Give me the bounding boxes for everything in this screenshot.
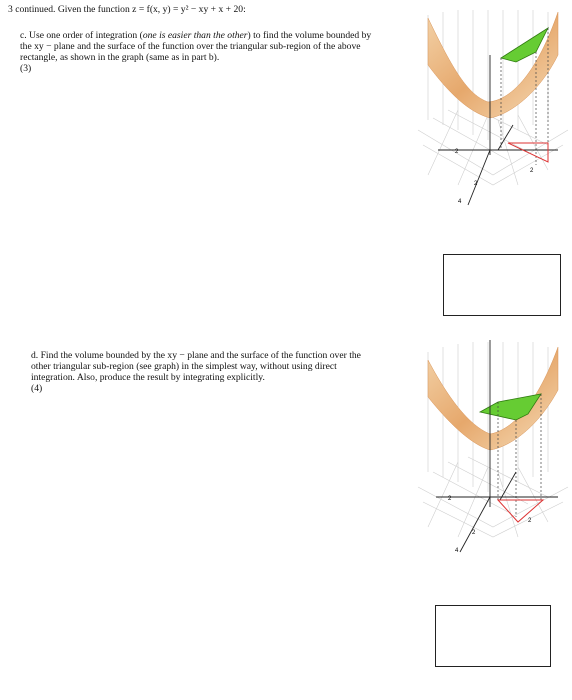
part-c-text-before: c. Use one order of integration (: [20, 30, 143, 41]
triangle-region: [498, 500, 543, 522]
part-d-marks: (4): [31, 383, 43, 394]
tick-label-bottom: 2: [472, 530, 476, 536]
intro-text: 3 continued. Given the function z = f(x, y) = y² − xy + x + 20:: [8, 4, 246, 15]
part-c-text-after: ) to find the volume bounded by the xy − plane and the surface of the function over the triangular sub-region of the above rectangle, as shown in the graph (same as in part b).: [20, 30, 372, 63]
tick-label-bottom: 2: [474, 181, 478, 187]
answer-box-d[interactable]: [435, 605, 551, 667]
tick-label-left: 2: [448, 496, 452, 502]
tick-label-right: 2: [530, 168, 534, 174]
surface-shape: [428, 12, 558, 118]
part-d-question: d. Find the volume bounded by the xy − plane and the surface of the function over the other triangular sub-region (see graph) in the simplest way, without using direct integration. Also, produce the result by integrating explicitly.: [31, 350, 361, 383]
part-c-marks: (3): [20, 63, 32, 74]
surface-graph-d: [398, 322, 572, 557]
tick-label-far: 4: [455, 548, 459, 554]
surface-graph-c: [398, 0, 572, 210]
tick-label-right: 2: [528, 518, 532, 524]
tick-label-left: 2: [455, 149, 459, 155]
part-d-block: [31, 350, 381, 394]
part-c-block: [20, 30, 385, 74]
grid-lines: [418, 10, 568, 185]
answer-box-c[interactable]: [443, 254, 561, 316]
part-c-question: [20, 30, 385, 63]
part-c-hint: one is easier than the other: [142, 30, 248, 41]
tick-label-far: 4: [458, 199, 462, 205]
question-intro: [8, 4, 388, 15]
